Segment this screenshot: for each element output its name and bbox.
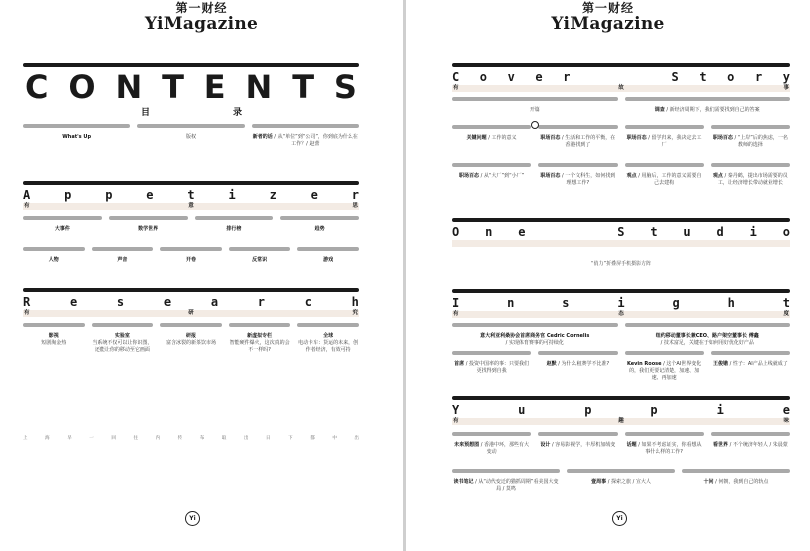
toc-item[interactable]: [252, 124, 359, 148]
sub-char: 思: [352, 203, 358, 209]
item-bar: [160, 323, 222, 327]
title-letter: t: [782, 296, 790, 310]
title-letter: d: [716, 225, 724, 239]
item-title: 反常识: [252, 257, 268, 263]
title-gap: [551, 225, 591, 239]
section-rule: [23, 63, 359, 67]
item-title: 观点: [712, 173, 723, 179]
toc-item[interactable]: [538, 351, 617, 382]
sub-char: 意: [188, 203, 194, 209]
contents-letter: T: [292, 68, 315, 106]
item-desc: / 香港中环，那些有大变动: [480, 442, 530, 455]
item-bar: [109, 216, 188, 220]
item-bar: [160, 247, 222, 251]
cover-story-section: [452, 63, 790, 92]
item-bar: [538, 125, 617, 129]
item-desc: 电动卡车：货运的未来，创作者经济，有效可持: [298, 340, 359, 353]
item-desc: / 容易影视学，丰厚机加绒变: [552, 442, 616, 448]
page-logo: Yi: [185, 511, 200, 526]
item-title: 赵默: [546, 361, 557, 367]
item-bar: [625, 163, 704, 167]
contents-subtitle: [23, 105, 359, 117]
item-bar: [538, 163, 617, 167]
toc-item[interactable]: [452, 351, 531, 382]
item-title: 设计: [540, 442, 551, 448]
title-letter: S: [617, 225, 625, 239]
appetizer-row-2: [23, 247, 359, 264]
brand-header: [406, 2, 810, 33]
title-letter: s: [562, 296, 570, 310]
sub-char: 有: [24, 310, 30, 316]
title-letter: i: [228, 188, 236, 202]
item-title: 开卷: [185, 257, 196, 263]
item-desc: / 性子：AI产品上线就成了: [729, 361, 788, 367]
title-letter: y: [782, 70, 790, 84]
appetizer-section: [23, 181, 359, 210]
toc-item[interactable]: [711, 432, 790, 456]
sub-char: 态: [618, 311, 624, 317]
toc-item[interactable]: [23, 216, 102, 233]
toc-item[interactable]: [625, 351, 704, 382]
item-title: 十问: [703, 479, 714, 485]
item-bar: [229, 247, 291, 251]
item-bar: [625, 323, 791, 327]
contents-top-row: [23, 124, 359, 148]
item-title: 话题: [626, 442, 637, 448]
title-letter: p: [64, 188, 72, 202]
appetizer-title: [23, 188, 359, 202]
contents-sub-char: 目: [141, 108, 151, 118]
section-rule: [452, 289, 790, 293]
footer-char: 布: [199, 436, 205, 441]
footer-char: 出: [354, 436, 359, 441]
toc-item[interactable]: [625, 323, 791, 347]
item-title: 实验室: [114, 333, 130, 339]
toc-item[interactable]: [280, 216, 359, 233]
title-letter: i: [617, 296, 625, 310]
sub-char: 度: [783, 311, 789, 317]
title-letter: e: [69, 295, 78, 309]
brand-en: YiMagazine: [144, 14, 259, 34]
item-bar: [625, 432, 704, 436]
footer-char: 内: [155, 436, 161, 441]
brand-cn: 第一财经: [581, 1, 634, 15]
title-letter: e: [518, 225, 526, 239]
item-title: 趋势: [314, 226, 325, 232]
item-desc: / 新经济周期下，我们需要找到自己的答案: [666, 107, 760, 113]
item-bar: [711, 125, 790, 129]
insight-top-row: [452, 323, 790, 347]
item-bar: [452, 469, 560, 473]
toc-item[interactable]: [452, 97, 618, 114]
item-title: Kevin Roose: [626, 361, 662, 367]
title-letter: e: [782, 403, 790, 417]
footer-char: 取: [221, 436, 227, 441]
contents-letter: S: [333, 68, 357, 106]
toc-item[interactable]: [452, 323, 618, 347]
cover-row-2: [452, 163, 790, 187]
footer-char: 海: [45, 436, 50, 441]
one-studio-subtitle-band: [452, 240, 790, 247]
item-desc: / 这个AI世界变化的，我们更要记清楚，加速、加速、再加速: [629, 361, 702, 381]
title-letter: t: [699, 70, 707, 84]
toc-item[interactable]: [137, 124, 244, 148]
toc-item[interactable]: [452, 125, 531, 149]
contents-letter: N: [115, 68, 143, 106]
title-letter: Y: [452, 403, 460, 417]
page-logo: Yi: [612, 511, 627, 526]
item-title: 关键问题: [466, 135, 487, 141]
sub-char: 趣: [618, 418, 624, 424]
title-gap: [591, 70, 651, 84]
cover-story-subtitle: [452, 85, 790, 92]
item-desc: 富含冰裂的新茶饮市场: [165, 340, 216, 346]
footer-char: 中: [332, 436, 337, 441]
item-desc: / 从“大厂”到“小厂”: [480, 173, 525, 179]
item-bar: [280, 216, 359, 220]
section-rule: [23, 288, 359, 292]
title-letter: z: [269, 188, 277, 202]
footer-char: 传: [177, 436, 183, 441]
item-bar: [92, 247, 154, 251]
toc-item[interactable]: [109, 216, 188, 233]
sub-char: 味: [783, 418, 789, 424]
item-title: 游戏: [323, 257, 334, 263]
yuppie-subtitle: [452, 418, 790, 425]
title-letter: i: [716, 403, 724, 417]
toc-item[interactable]: [625, 125, 704, 149]
item-bar: [195, 216, 274, 220]
brand-cn: 第一财经: [175, 1, 228, 15]
item-bar: [538, 432, 617, 436]
item-title: 职场百态: [540, 173, 561, 179]
sub-char: 有: [24, 203, 30, 209]
item-bar: [92, 323, 154, 327]
item-desc: / 生活和工作的平衡，在香港找到了: [562, 135, 616, 148]
title-letter: t: [187, 188, 195, 202]
title-letter: g: [672, 296, 680, 310]
title-letter: i: [749, 225, 757, 239]
title-letter: p: [650, 403, 658, 417]
toc-item[interactable]: [538, 163, 617, 187]
contents-letter: E: [203, 68, 226, 106]
footer-char-line: [23, 435, 359, 441]
title-letter: I: [452, 296, 460, 310]
item-bar: [711, 163, 790, 167]
title-letter: e: [310, 188, 318, 202]
title-letter: c: [304, 295, 312, 309]
title-letter: s: [116, 295, 125, 309]
item-title: 调查: [654, 107, 665, 113]
item-bar: [452, 163, 531, 167]
toc-item[interactable]: [711, 163, 790, 187]
footer-char: 上: [23, 436, 28, 441]
item-title: 意大利亚利桑协会首席商务官 Cedric Cornelis: [480, 333, 590, 339]
item-title: 壹周事: [591, 479, 607, 485]
item-desc: 智能硬件爆火，这次真的会不一样吗?: [229, 340, 290, 353]
toc-item[interactable]: [711, 351, 790, 382]
item-title: 职场百态: [712, 135, 733, 141]
item-bar: [23, 247, 85, 251]
toc-item[interactable]: [452, 163, 531, 187]
section-rule: [23, 181, 359, 185]
cover-row-1: [452, 125, 790, 149]
item-title: 首席: [454, 361, 465, 367]
item-desc: 短剧淘金热: [41, 340, 67, 346]
sub-char: 有: [453, 311, 459, 317]
toc-item[interactable]: [160, 323, 222, 354]
item-title: 研报: [185, 333, 196, 339]
footer-char: 一: [89, 436, 94, 441]
item-title: 纽约移动董事长兼CEO、路户架空董事长 傅鑫: [655, 333, 759, 339]
sub-char: 究: [352, 310, 358, 316]
footer-char: 回: [111, 436, 116, 441]
toc-item[interactable]: [160, 247, 222, 264]
item-desc: / 何朝，我到自己的轨点: [715, 479, 769, 485]
item-bar: [23, 216, 102, 220]
toc-item[interactable]: [92, 323, 154, 354]
mouse-cursor-icon: [531, 121, 539, 129]
research-row: [23, 323, 359, 354]
item-title: 新者的话: [252, 134, 273, 140]
footer-char: 往: [133, 436, 138, 441]
appetizer-row-1: [23, 216, 359, 233]
item-title: 职场百态: [540, 135, 561, 141]
title-letter: p: [105, 188, 113, 202]
toc-item[interactable]: [452, 432, 531, 456]
sub-char: 有: [453, 85, 459, 91]
one-studio-section: [452, 218, 790, 247]
item-bar: [711, 432, 790, 436]
footer-char: 下: [288, 436, 293, 441]
toc-item[interactable]: [297, 323, 359, 354]
sub-char: 研: [188, 310, 194, 316]
title-letter: C: [452, 70, 460, 84]
item-title: 数学世界: [138, 226, 159, 232]
item-title: 看世界: [713, 442, 729, 448]
title-letter: o: [782, 225, 790, 239]
toc-item[interactable]: [625, 163, 704, 187]
item-desc: / 不个统济年轻人 / 朱晨蒙: [729, 442, 788, 448]
contents-sub-char: 录: [233, 108, 243, 118]
toc-item[interactable]: [452, 469, 560, 493]
item-bar: [452, 97, 618, 101]
title-letter: e: [146, 188, 154, 202]
title-letter: A: [23, 188, 31, 202]
item-title: 读书笔记: [453, 479, 474, 485]
item-desc: / 探索之旅 / 宣大人: [607, 479, 651, 485]
insight-title: [452, 296, 790, 310]
item-title: 新虚拟专栏: [247, 333, 273, 339]
title-letter: r: [754, 70, 763, 84]
item-desc: / 如果不考虑证实，你看想从事什么样的工作?: [638, 442, 702, 455]
item-desc: / 投资中国率的事：只要我们更找得到自我: [465, 361, 530, 374]
item-title: 影视: [48, 333, 59, 339]
item-title: 职场百态: [626, 135, 647, 141]
one-studio-caption[interactable]: “俏力”折叠屏手机摄影方阵: [590, 261, 652, 267]
insight-subtitle: [452, 311, 790, 318]
toc-item[interactable]: [567, 469, 675, 493]
cover-top-row: [452, 97, 790, 114]
item-bar: [229, 323, 291, 327]
item-bar: [297, 247, 359, 251]
item-bar: [567, 469, 675, 473]
toc-item[interactable]: [538, 432, 617, 456]
item-title: 王俊锴: [712, 361, 728, 367]
footer-char: 日: [266, 436, 271, 441]
sub-char: 事: [783, 85, 789, 91]
item-desc: / 技术富足，关键在于如何用好优化好产品: [660, 340, 754, 346]
toc-item[interactable]: [625, 432, 704, 456]
contents-section: [23, 63, 359, 117]
item-title: 大事件: [54, 226, 70, 232]
item-bar: [452, 125, 531, 129]
contents-letter: O: [68, 68, 96, 106]
item-bar: [711, 351, 790, 355]
appetizer-subtitle: [23, 203, 359, 210]
footer-char: 早: [67, 436, 72, 441]
item-desc: / 实现体育赛事的可持续化: [505, 340, 564, 346]
item-bar: [452, 351, 531, 355]
title-letter: e: [163, 295, 172, 309]
sub-char: 故: [618, 85, 624, 91]
title-letter: u: [683, 225, 691, 239]
item-title: 职场百态: [459, 173, 480, 179]
item-title: What's Up: [62, 134, 92, 140]
research-section: [23, 288, 359, 317]
contents-letter: T: [162, 68, 184, 106]
toc-item[interactable]: [23, 247, 85, 264]
contents-letter: N: [245, 68, 273, 106]
title-letter: o: [479, 70, 488, 84]
item-bar: [538, 351, 617, 355]
title-letter: a: [210, 295, 219, 309]
brand-en: YiMagazine: [551, 14, 665, 34]
toc-item[interactable]: [538, 125, 617, 149]
toc-item[interactable]: [23, 323, 85, 354]
item-desc: / 留学归来，我决定去工厂: [648, 135, 702, 148]
section-rule: [452, 396, 790, 400]
item-desc: 版权: [185, 134, 196, 140]
item-bar: [682, 469, 790, 473]
title-letter: h: [727, 296, 735, 310]
item-bar: [625, 125, 704, 129]
title-letter: R: [23, 295, 31, 309]
title-letter: v: [507, 70, 515, 84]
toc-item[interactable]: [195, 216, 274, 233]
yuppie-row-2: [452, 469, 790, 493]
item-desc: / 秦丹鹤，提出市场需要的员工，让经济增长带动就业增长: [717, 173, 788, 186]
title-letter: o: [727, 70, 735, 84]
item-desc: / 工作的意义: [488, 135, 517, 141]
item-bar: [137, 124, 244, 128]
title-letter: S: [671, 70, 679, 84]
item-desc: 开篇: [529, 107, 540, 113]
insight-section: [452, 289, 790, 318]
toc-item[interactable]: [92, 247, 154, 264]
title-letter: O: [452, 225, 460, 239]
footer-char: 出: [243, 436, 249, 441]
item-title: 声音: [117, 257, 128, 263]
title-letter: p: [584, 403, 592, 417]
yuppie-row-1: [452, 432, 790, 456]
toc-item[interactable]: [625, 97, 791, 114]
item-bar: [23, 323, 85, 327]
toc-item[interactable]: [23, 124, 130, 148]
insight-bottom-row: [452, 351, 790, 382]
left-page: [0, 0, 403, 551]
title-letter: t: [650, 225, 658, 239]
toc-item[interactable]: [711, 125, 790, 149]
item-bar: [252, 124, 359, 128]
yuppie-section: [452, 396, 790, 425]
item-title: 观点: [626, 173, 637, 179]
title-letter: n: [485, 225, 493, 239]
toc-item[interactable]: [297, 247, 359, 264]
item-bar: [452, 432, 531, 436]
title-letter: u: [518, 403, 526, 417]
footer-char: 都: [310, 436, 315, 441]
item-desc: / 从“单位”到“公司”，你到底为什么在工作？/ 赵蕾: [274, 134, 358, 147]
item-desc: / 用脑后，工作的意义需要自己去建构: [638, 173, 702, 186]
yuppie-title: [452, 403, 790, 417]
contents-letter: C: [25, 68, 49, 106]
cover-story-title: [452, 70, 790, 84]
title-letter: r: [563, 70, 571, 84]
sub-char: 有: [453, 418, 459, 424]
item-desc: / 从“动代变迁的猫抓周期”看美国大变局 / 莫鸣: [475, 479, 559, 492]
item-title: 人物: [48, 257, 59, 263]
item-bar: [625, 97, 791, 101]
item-title: 未来预想图: [454, 442, 480, 448]
item-desc: / “上岸”后的焦虑，一名教师的选择: [734, 135, 788, 148]
item-title: 全球: [323, 333, 334, 339]
brand-header: [0, 2, 403, 33]
item-bar: [297, 323, 359, 327]
contents-title: [23, 69, 359, 105]
toc-item[interactable]: [229, 323, 291, 354]
one-studio-title: [452, 225, 790, 239]
title-letter: r: [351, 188, 359, 202]
item-title: 排行榜: [226, 226, 242, 232]
item-desc: / 一个文科生，如何找到理想工作?: [562, 173, 616, 186]
item-bar: [23, 124, 130, 128]
title-letter: e: [535, 70, 543, 84]
item-desc: / 为什么租赛学不比准?: [558, 361, 610, 367]
item-desc: 当系统不仅可以让你识图，还能让你的移动至它画面: [92, 340, 153, 353]
toc-item[interactable]: [229, 247, 291, 264]
research-subtitle: [23, 310, 359, 317]
toc-item[interactable]: [682, 469, 790, 493]
right-page: [406, 0, 810, 551]
research-title: [23, 295, 359, 309]
section-rule: [452, 63, 790, 67]
title-letter: h: [351, 295, 359, 309]
title-letter: r: [257, 295, 265, 309]
title-letter: n: [507, 296, 515, 310]
item-bar: [625, 351, 704, 355]
section-rule: [452, 218, 790, 222]
item-bar: [452, 323, 618, 327]
